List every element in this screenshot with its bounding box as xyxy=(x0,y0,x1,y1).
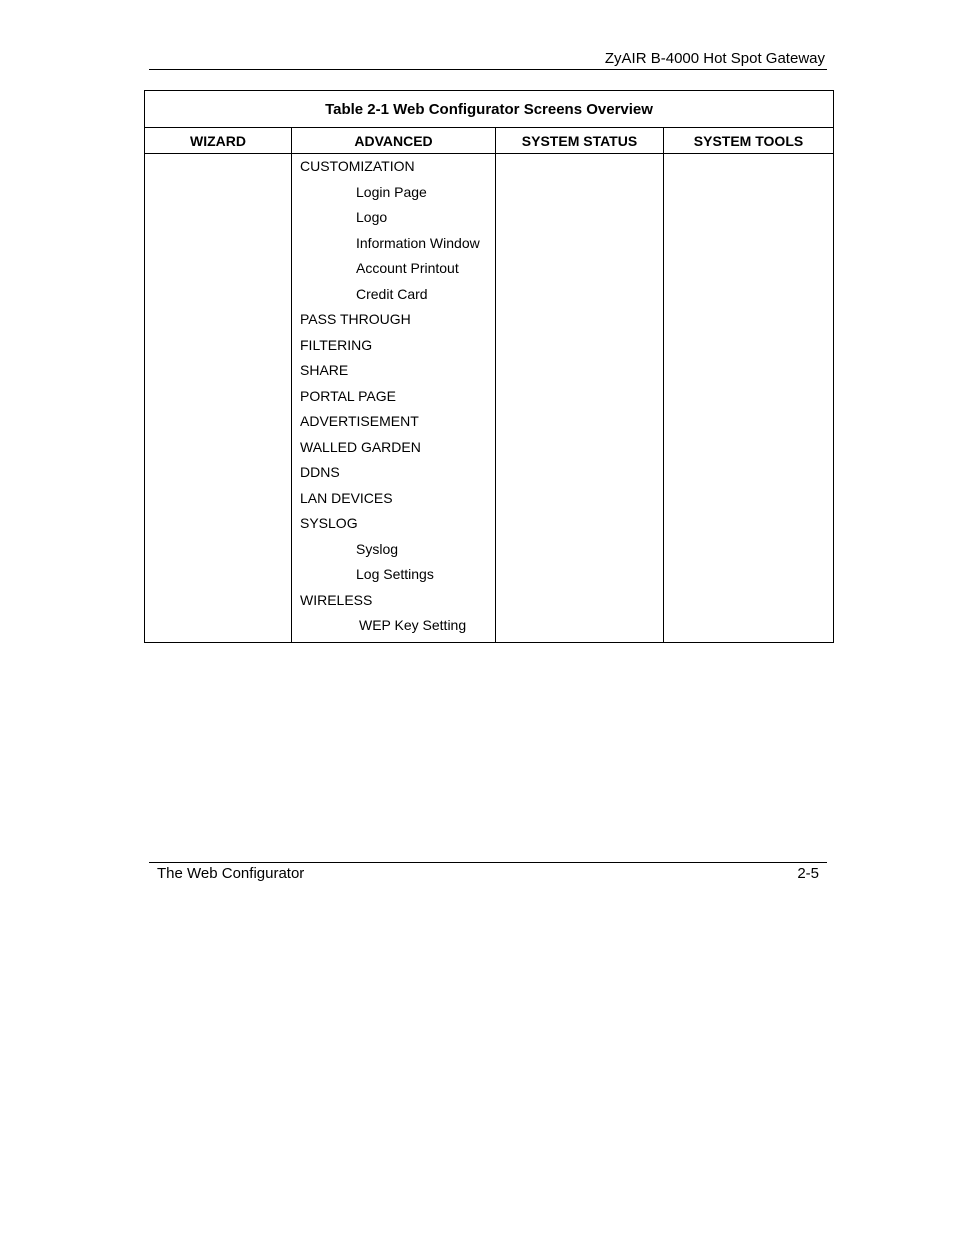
column-header-wizard: WIZARD xyxy=(145,128,292,154)
header-title: ZyAIR B-4000 Hot Spot Gateway xyxy=(604,50,825,67)
list-item: CUSTOMIZATION xyxy=(300,158,415,174)
list-item: Logo xyxy=(356,209,388,225)
list-item: Credit Card xyxy=(356,285,428,302)
system-status-cell xyxy=(496,154,664,643)
table-caption-row xyxy=(145,91,834,128)
screens-overview-table xyxy=(144,90,834,643)
list-item: SHARE xyxy=(300,362,349,378)
table-body-row xyxy=(145,154,834,643)
list-item: LAN DEVICES xyxy=(300,489,393,506)
list-item: Log Settings xyxy=(356,566,434,582)
list-item: WALLED GARDEN xyxy=(300,438,421,455)
list-item: DDNS xyxy=(300,464,340,480)
list-item: Information Window xyxy=(356,234,480,251)
list-item: Account Printout xyxy=(356,260,459,276)
list-item: FILTERING xyxy=(300,336,373,353)
list-item: PORTAL PAGE xyxy=(300,387,396,404)
column-header-advanced: ADVANCED xyxy=(292,128,496,154)
list-item: ADVERTISEMENT xyxy=(300,413,419,429)
list-item: WEP Key Setting xyxy=(359,617,467,633)
column-header-system-status: SYSTEM STATUS xyxy=(496,128,664,154)
advanced-list xyxy=(292,154,495,642)
column-header-system-tools: SYSTEM TOOLS xyxy=(664,128,834,154)
list-item: WIRELESS xyxy=(300,591,373,608)
footer-section-title: The Web Configurator xyxy=(157,865,305,882)
page-number: 2-5 xyxy=(797,865,819,882)
list-item: Syslog xyxy=(356,540,399,557)
table-header-row xyxy=(145,128,834,154)
wizard-cell xyxy=(145,154,292,643)
system-tools-cell xyxy=(664,154,834,643)
list-item: Login Page xyxy=(356,183,427,200)
list-item: PASS THROUGH xyxy=(300,311,411,327)
list-item: SYSLOG xyxy=(300,515,358,531)
table-caption: Table 2-1 Web Configurator Screens Overview xyxy=(145,91,834,128)
page-header xyxy=(149,48,827,70)
advanced-cell xyxy=(292,154,496,643)
page-footer xyxy=(149,862,827,887)
